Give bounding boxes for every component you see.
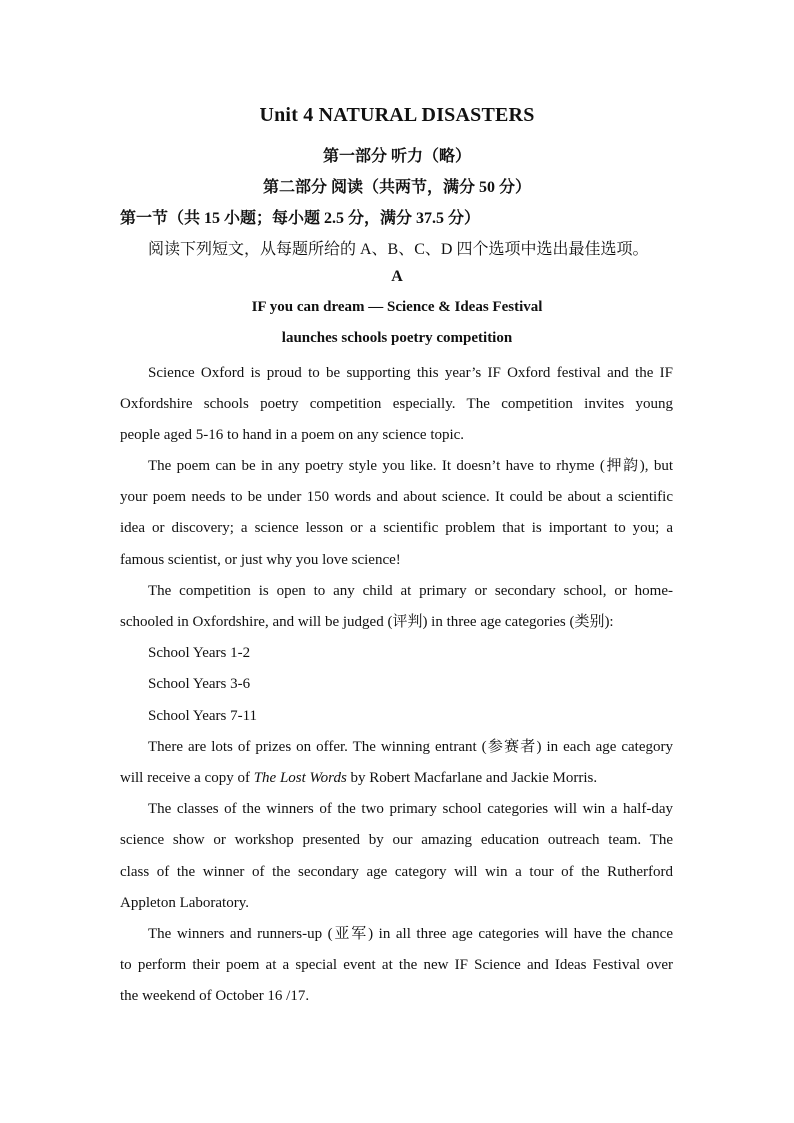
paragraph-line: The competition is open to any child at primary or secondary school, or home-: [148, 583, 673, 599]
passage-title-line-2: launches schools poetry competition: [281, 330, 513, 346]
passage-title-line-1: IF you can dream — Science & Ideas Festival: [251, 299, 543, 315]
passage-label: A: [391, 268, 403, 285]
paragraph-line: There are lots of prizes on offer. The winning entrant (参赛者) in each age category: [148, 739, 673, 755]
paragraph-line: your poem needs to be under 150 words and about science. It could be about a scientific: [120, 489, 673, 505]
paragraph-line: The classes of the winners of the two primary school categories will win a half-day: [148, 801, 673, 817]
paragraph-line: schooled in Oxfordshire, and will be judged (评判) in three age categories (类别):: [120, 614, 614, 630]
category-item: School Years 3-6: [148, 676, 251, 692]
paragraph-line: science show or workshop presented by our amazing education outreach team. The: [120, 832, 673, 848]
paragraph-line: famous scientist, or just why you love science!: [120, 552, 401, 568]
paragraph-line: The winners and runners-up (亚军) in all three age categories will have the chance: [148, 926, 673, 942]
text-span: will receive a copy of: [120, 770, 254, 786]
instruction-text: 阅读下列短文，从每题所给的 A、B、C、D 四个选项中选出最佳选项。: [148, 241, 649, 258]
paragraph-line: class of the winner of the secondary age category will win a tour of the Rutherford: [120, 864, 673, 880]
paragraph-line: to perform their poem at a special event at the new IF Science and Ideas Festival over: [120, 957, 673, 973]
category-item: School Years 7-11: [148, 708, 258, 724]
paragraph-line: Appleton Laboratory.: [120, 895, 249, 911]
part2-heading: 第二部分 阅读（共两节，满分 50 分）: [262, 179, 531, 196]
paragraph-line: The poem can be in any poetry style you like. It doesn’t have to rhyme (押韵), but: [148, 458, 673, 474]
paragraph-line: idea or discovery; a science lesson or a scientific problem that is important to you; a: [120, 520, 673, 536]
paragraph-line: the weekend of October 16 /17.: [120, 988, 310, 1004]
paragraph-line: Oxfordshire schools poetry competition especially. The competition invites young: [120, 396, 673, 412]
section1-heading: 第一节（共 15 小题；每小题 2.5 分，满分 37.5 分）: [120, 210, 481, 227]
category-item: School Years 1-2: [148, 645, 251, 661]
paragraph-line: people aged 5-16 to hand in a poem on any science topic.: [120, 427, 465, 443]
paragraph-line: Science Oxford is proud to be supporting this year’s IF Oxford festival and the IF: [148, 365, 673, 381]
paragraph-line: [120, 768, 673, 788]
book-title: The Lost Words: [253, 770, 347, 786]
part1-heading: 第一部分 听力（略）: [322, 148, 471, 165]
unit-title: Unit 4 NATURAL DISASTERS: [259, 104, 535, 126]
text-span: by Robert Macfarlane and Jackie Morris.: [346, 770, 598, 786]
